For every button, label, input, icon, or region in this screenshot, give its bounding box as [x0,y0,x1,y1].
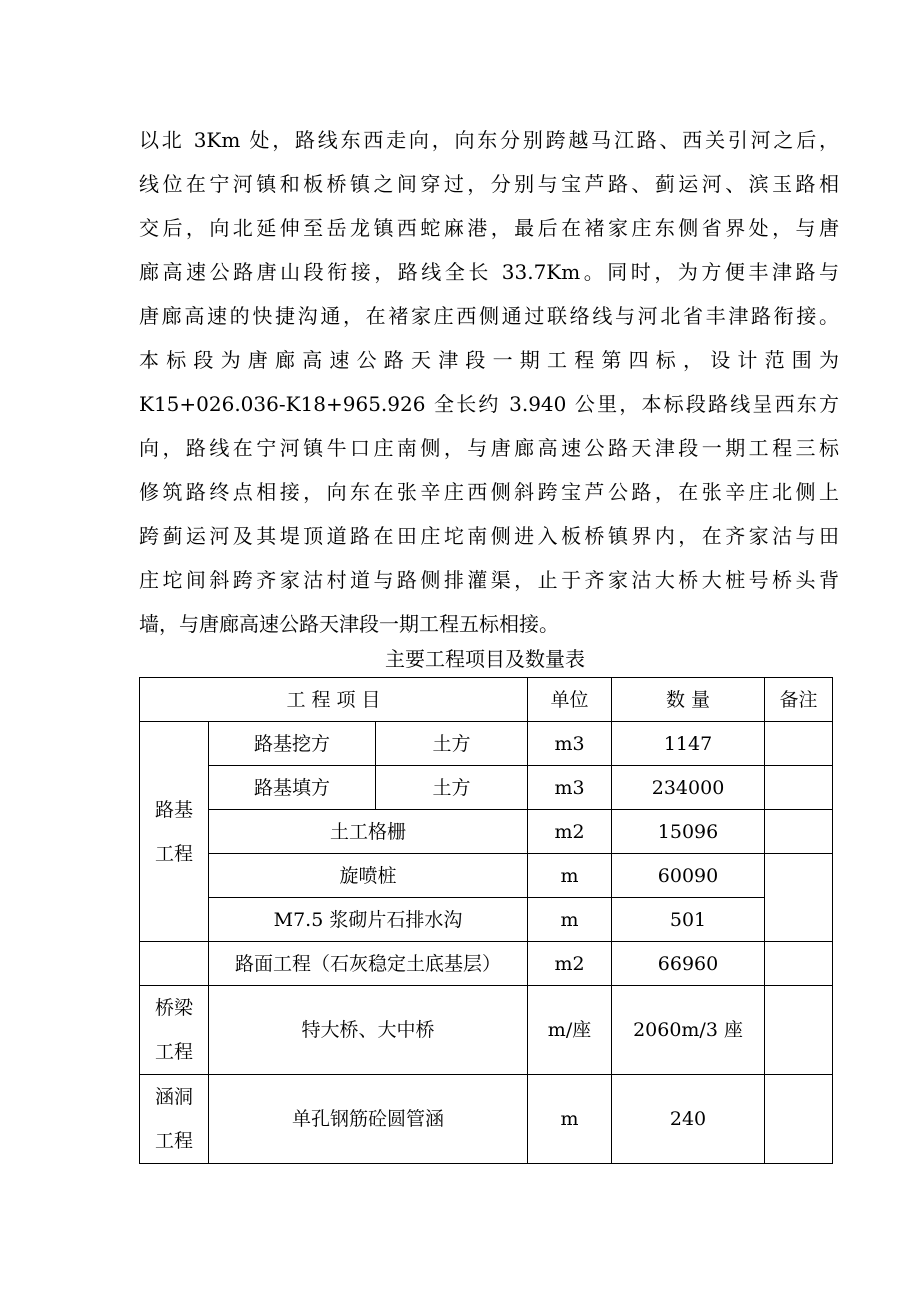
paragraph-line: 交后，向北延伸至岳龙镇西蛇麻港，最后在褚家庄东侧省界处，与唐 [139,216,839,240]
body-paragraph [139,118,839,646]
table-header-row [140,678,833,722]
header-qty: 数 量 [612,678,765,722]
group-subgrade [140,722,209,942]
item-unit: m [528,1075,612,1164]
paragraph-line: K15+026.036-K18+965.926 全长约 3.940 公里，本标段路线呈西东方 [139,392,839,416]
item-unit: m2 [528,942,612,986]
item-name: 单孔钢筋砼圆管涵 [209,1075,528,1164]
item-name: 土工格栅 [209,810,528,854]
item-type: 土方 [376,722,528,766]
item-note [765,854,833,942]
group-pavement [140,942,209,986]
item-note [765,810,833,854]
item-note [765,942,833,986]
table-row [140,766,833,810]
item-unit: m/座 [528,986,612,1075]
table-caption: 主要工程项目及数量表 [385,647,585,671]
item-unit: m2 [528,810,612,854]
header-unit: 单位 [528,678,612,722]
item-qty: 501 [612,898,765,942]
header-note: 备注 [765,678,833,722]
item-qty: 2060m/3 座 [612,986,765,1075]
item-name: 路基填方 [209,766,376,810]
table-row [140,986,833,1075]
item-unit: m3 [528,766,612,810]
item-qty: 60090 [612,854,765,898]
paragraph-line: 向，路线在宁河镇牛口庄南侧，与唐廊高速公路天津段一期工程三标 [139,436,839,460]
paragraph-line: 唐廊高速的快捷沟通，在褚家庄西侧通过联络线与河北省丰津路衔接。 [139,304,839,328]
item-note [765,766,833,810]
item-name: 特大桥、大中桥 [209,986,528,1075]
item-note [765,722,833,766]
paragraph-line: 本标段为唐廊高速公路天津段一期工程第四标，设计范围为 [139,348,839,372]
table-row [140,810,833,854]
item-note [765,1075,833,1164]
item-qty: 240 [612,1075,765,1164]
group-label: 路基工程 [154,798,193,865]
table-row [140,898,833,942]
item-name: 旋喷桩 [209,854,528,898]
group-label: 桥梁工程 [154,997,193,1063]
header-item: 工 程 项 目 [140,678,528,722]
item-qty: 66960 [612,942,765,986]
group-label: 涵洞工程 [154,1086,193,1152]
table-row [140,854,833,898]
item-unit: m [528,854,612,898]
paragraph-line: 廊高速公路唐山段衔接，路线全长 33.7Km。同时，为方便丰津路与 [139,260,839,284]
quantity-table [139,677,833,1164]
item-qty: 15096 [612,810,765,854]
item-name: 路面工程（石灰稳定土底基层） [209,942,528,986]
paragraph-line: 以北 3Km 处，路线东西走向，向东分别跨越马江路、西关引河之后， [139,128,839,152]
item-qty: 1147 [612,722,765,766]
item-unit: m3 [528,722,612,766]
group-culvert [140,1075,209,1164]
item-name: 路基挖方 [209,722,376,766]
item-unit: m [528,898,612,942]
paragraph-line: 庄坨间斜跨齐家沽村道与路侧排灌渠，止于齐家沽大桥大桩号桥头背 [139,568,839,592]
table-row [140,942,833,986]
group-bridge [140,986,209,1075]
paragraph-line: 墙，与唐廊高速公路天津段一期工程五标相接。 [139,612,559,636]
item-type: 土方 [376,766,528,810]
table-row [140,722,833,766]
item-note [765,986,833,1075]
paragraph-line: 修筑路终点相接，向东在张辛庄西侧斜跨宝芦公路，在张辛庄北侧上 [139,480,839,504]
paragraph-line: 跨蓟运河及其堤顶道路在田庄坨南侧进入板桥镇界内，在齐家沽与田 [139,524,839,548]
item-qty: 234000 [612,766,765,810]
paragraph-line: 线位在宁河镇和板桥镇之间穿过，分别与宝芦路、蓟运河、滨玉路相 [139,172,839,196]
item-name: M7.5 浆砌片石排水沟 [209,898,528,942]
table-row [140,1075,833,1164]
